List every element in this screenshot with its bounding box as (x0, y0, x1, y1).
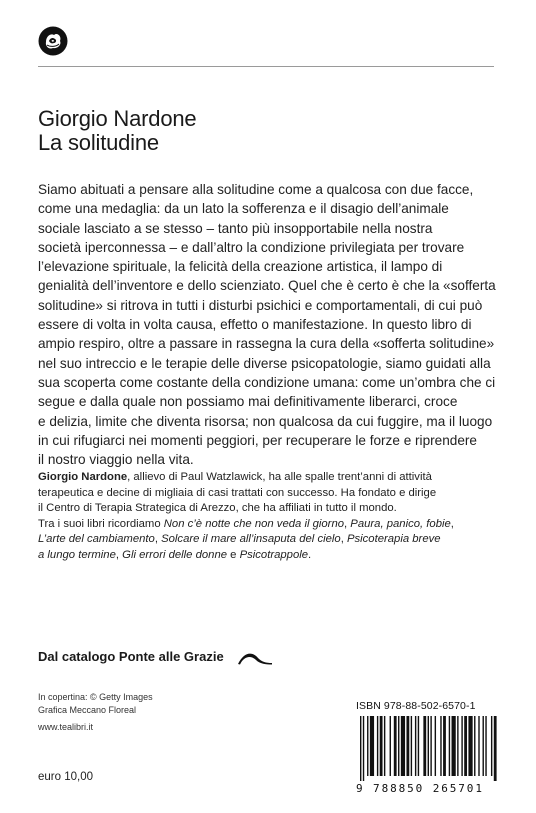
barcode-bar (449, 716, 450, 776)
blurb-line: solitudine» si ritrova in tutti i disturbi psichici e comportamentali, di cui può (38, 297, 483, 313)
bio-line (38, 470, 500, 486)
bio-line (38, 532, 500, 548)
blurb-line: l’elevazione spirituale, la felicità della creazione artistica, il lampo di (38, 259, 443, 275)
barcode-bar (478, 716, 479, 776)
barcode-bar (435, 716, 436, 776)
bio-separator: e (227, 548, 240, 561)
barcode-bar (440, 716, 441, 776)
bio-book-title: Non c’è notte che non veda il giorno (163, 517, 345, 530)
cover-credit: In copertina: © Getty Images (38, 692, 153, 702)
barcode-bar (390, 716, 391, 776)
blurb-line: sociale lasciato a se stesso – tanto più insopportabile nella nostra (38, 220, 433, 236)
bio-line: terapeutica e decine di migliaia di casi trattati con successo. Ha fondato e dirige (38, 486, 437, 499)
barcode-bar (461, 716, 462, 776)
barcode-bar (363, 716, 364, 781)
barcode-bar (468, 716, 472, 776)
author-name: Giorgio Nardone (38, 106, 197, 131)
barcode-bar (367, 716, 368, 776)
barcode-bar (406, 716, 409, 776)
barcode-bar (401, 716, 405, 776)
bio-line (38, 548, 500, 564)
bio-line (38, 517, 500, 533)
barcode-bar (418, 716, 419, 776)
bio-separator: , (450, 517, 454, 530)
isbn-barcode (358, 716, 500, 781)
bio-line: il Centro di Terapia Strategica di Arezzo, che ha affiliati in tutto il mondo. (38, 502, 397, 514)
barcode-bar (428, 716, 429, 776)
barcode-bar (411, 716, 412, 776)
bio-book-title: Gli errori delle donne (122, 548, 228, 561)
bio-book-title: Psicoterapia breve (346, 533, 441, 545)
barcode-bar (360, 716, 361, 781)
blurb-line: essere di volta in volta causa, effetto o manifestazione. In questo libro di (38, 317, 472, 333)
barcode-bar (394, 716, 397, 776)
bio-text: , allievo di Paul Watzlawick, ha alle spalle trent’anni di attività (127, 471, 432, 483)
bio-separator: , (344, 517, 351, 530)
catalog-label: Dal catalogo Ponte alle Grazie (38, 649, 224, 664)
cover-credits (38, 691, 153, 717)
blurb-line: nel suo intreccio e le terapie delle diverse psicopatologie, siamo guidati alla (38, 355, 491, 371)
blurb-line: come una medaglia: da un lato la sofferenza e il disagio dell’animale (38, 201, 449, 217)
bio-text: Tra i suoi libri ricordiamo (38, 517, 164, 530)
bio-book-title: Psicotrappole (239, 548, 309, 561)
header-divider (38, 66, 494, 67)
blurb-line: ampio respiro, oltre a passare in rassegna la cura della «sofferta solitudine» (38, 336, 495, 352)
blurb-line: in cui rifugiarci nei momenti peggiori, per recuperare le forze e riprendere (38, 432, 477, 448)
isbn-label: ISBN 978-88-502-6570-1 (356, 700, 476, 712)
ponte-alle-grazie-bridge-icon (238, 653, 272, 665)
blurb-line: Siamo abituati a pensare alla solitudine come a qualcosa con due facce, (38, 182, 474, 197)
graphics-credit: Grafica Meccano Floreal (38, 705, 137, 715)
bio-separator: , (340, 533, 347, 545)
barcode-bar (415, 716, 416, 776)
barcode-bar (494, 716, 497, 781)
barcode-bar (380, 716, 383, 776)
author-bio (38, 470, 500, 563)
publisher-website: www.tealibri.it (38, 722, 94, 732)
barcode-bar (491, 716, 492, 776)
bio-author-name: Giorgio Nardone (38, 471, 128, 483)
blurb-line: genialità dell’inventore e dello scienziato. Quel che è certo è che la «sofferta (38, 278, 496, 294)
blurb-line: sua scoperta come costante della condizione umana: come un’ombra che ci (38, 374, 496, 390)
bio-book-title: L’arte del cambiamento (38, 533, 155, 545)
isbn-digits: 9 788850 265701 (356, 782, 484, 795)
barcode-bar (430, 716, 431, 776)
bio-separator: , (115, 548, 123, 561)
barcode-bar (370, 716, 374, 776)
bio-book-title: Paura, panico, fobie (350, 517, 451, 530)
barcode-bar (474, 716, 475, 776)
blurb-line: segue e dalla quale non possiamo mai definitivamente liberarci, croce (38, 394, 458, 410)
barcode-bar (423, 716, 426, 776)
blurb-line: il nostro viaggio nella vita. (38, 452, 194, 468)
barcode-bar (464, 716, 467, 776)
barcode-bar (398, 716, 399, 776)
barcode-bar (443, 716, 446, 776)
bio-book-title: a lungo termine (38, 548, 116, 561)
bio-book-title: Solcare il mare all’insaputa del cielo (161, 533, 341, 545)
barcode-bar (483, 716, 484, 776)
barcode-bar (457, 716, 458, 776)
bio-separator: , (154, 533, 162, 545)
blurb-line: società iperconnessa – e dall’altro la condizione privilegiata per trovare (38, 239, 465, 255)
barcode-bar (384, 716, 385, 776)
book-blurb (38, 180, 500, 469)
book-title: La solitudine (38, 130, 159, 155)
barcode-bar (452, 716, 456, 776)
barcode-bar (377, 716, 378, 776)
publisher-rose-logo-icon (38, 26, 68, 56)
barcode-bar (485, 716, 486, 776)
price: euro 10,00 (38, 771, 93, 783)
blurb-line: e delizia, limite che diventa risorsa; non qualcosa da cui fuggire, ma il luogo (38, 413, 493, 429)
bio-separator: . (308, 548, 312, 561)
